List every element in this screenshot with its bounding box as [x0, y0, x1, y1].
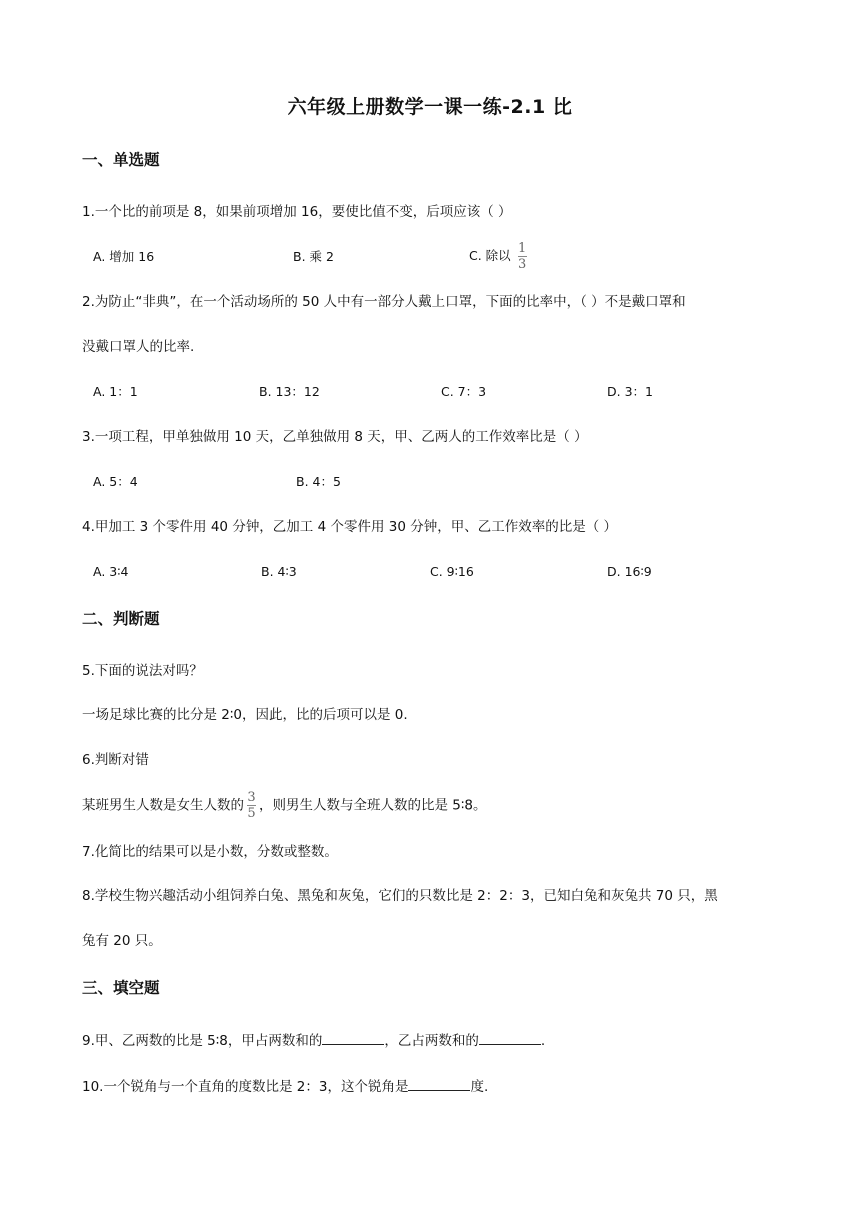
- q3-option-a[interactable]: A. 5：4: [93, 474, 138, 489]
- question-8-line-1: 8.学校生物兴趣活动小组饲养白兔、黑兔和灰兔，它们的只数比是 2：2：3，已知白兔和灰兔共 70 只，黑: [82, 888, 718, 904]
- q4-option-a[interactable]: A. 3∶4: [93, 564, 129, 579]
- q2-option-d[interactable]: D. 3：1: [607, 384, 653, 399]
- fraction-numerator: 3: [247, 790, 256, 805]
- question-9-text-c: .: [540, 1033, 546, 1049]
- q2-option-b[interactable]: B. 13：12: [259, 384, 320, 399]
- answer-blank-1[interactable]: [322, 1030, 384, 1045]
- question-3: 3.一项工程，甲单独做用 10 天，乙单独做用 8 天，甲、乙两人的工作效率比是（ ）: [82, 429, 588, 445]
- fraction-denominator: 5: [247, 806, 256, 821]
- question-5-line-1: 5.下面的说法对吗？: [82, 663, 203, 679]
- question-1: 1.一个比的前项是 8，如果前项增加 16，要使比值不变，后项应该（ ）: [82, 204, 512, 220]
- question-10-text-b: 度.: [470, 1079, 489, 1095]
- fraction-denominator: 3: [518, 257, 527, 272]
- question-6-text-b: ，则男生人数与全班人数的比是 5∶8。: [259, 797, 487, 814]
- q1-option-b[interactable]: B. 乘 2: [293, 249, 334, 264]
- question-8-line-2: 兔有 20 只。: [82, 933, 162, 949]
- q1-option-c-label: C. 除以: [469, 248, 511, 263]
- question-10-text-a: 10.一个锐角与一个直角的度数比是 2：3，这个锐角是: [82, 1079, 409, 1095]
- section-heading-single-choice: 一、单选题: [82, 151, 160, 169]
- q4-option-c[interactable]: C. 9∶16: [430, 564, 474, 579]
- q4-option-d[interactable]: D. 16∶9: [607, 564, 652, 579]
- question-6-fraction: [247, 791, 256, 820]
- q4-option-b[interactable]: B. 4∶3: [261, 564, 297, 579]
- q3-option-b[interactable]: B. 4：5: [296, 474, 341, 489]
- question-6-text-a: 某班男生人数是女生人数的: [82, 797, 244, 814]
- section-heading-fill-blank: 三、填空题: [82, 979, 160, 997]
- question-9-text-a: 9.甲、乙两数的比是 5∶8，甲占两数和的: [82, 1033, 323, 1049]
- q1-option-c[interactable]: [469, 242, 530, 271]
- answer-blank-3[interactable]: [408, 1076, 470, 1091]
- page-title: 六年级上册数学一课一练-2.1 比: [287, 96, 573, 118]
- question-9: [82, 1030, 545, 1051]
- question-2-line-2: 没戴口罩人的比率.: [82, 339, 195, 355]
- question-6-line-2: [82, 791, 486, 820]
- q1-option-c-fraction: [518, 242, 527, 271]
- question-2-line-1: 2.为防止“非典”，在一个活动场所的 50 人中有一部分人戴上口罩，下面的比率中，（ ）不是戴口罩和: [82, 294, 686, 310]
- q1-option-a[interactable]: A. 增加 16: [93, 249, 155, 264]
- question-9-text-b: ，乙占两数和的: [384, 1033, 479, 1049]
- question-4: 4.甲加工 3 个零件用 40 分钟，乙加工 4 个零件用 30 分钟，甲、乙工作效率的比是（ ）: [82, 519, 618, 535]
- question-10: [82, 1076, 488, 1097]
- fraction-numerator: 1: [518, 241, 527, 256]
- answer-blank-2[interactable]: [479, 1030, 541, 1045]
- q2-option-a[interactable]: A. 1：1: [93, 384, 138, 399]
- section-heading-true-false: 二、判断题: [82, 610, 160, 628]
- question-5-line-2: 一场足球比赛的比分是 2∶0，因此，比的后项可以是 0.: [82, 707, 408, 723]
- question-6-line-1: 6.判断对错: [82, 752, 149, 768]
- q2-option-c[interactable]: C. 7：3: [441, 384, 487, 399]
- question-7: 7.化简比的结果可以是小数，分数或整数。: [82, 844, 338, 860]
